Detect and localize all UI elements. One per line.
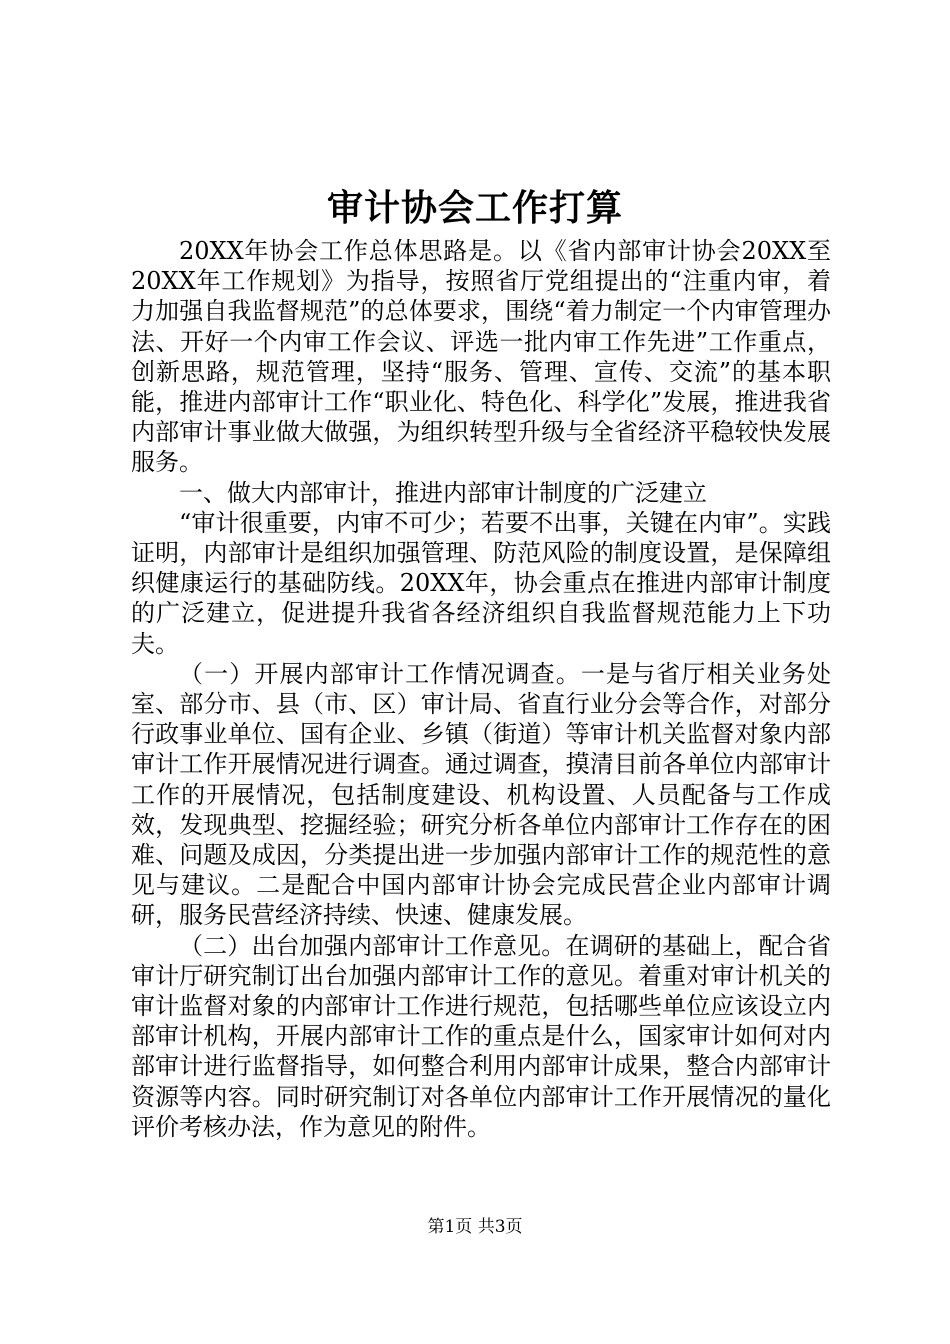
paragraph-overall-approach: 20XX年协会工作总体思路是。以《省内部审计协会20XX至20XX年工作规划》为指导，按照省厅党组提出的“注重内审，着力加强自我监督规范”的总体要求，围绕“着力制定一个内审管理办法、开好一个内审工作会议、评选一批内审工作先进”工作重点，创新思路，规范管理，坚持“服务、管理、宣传、交流”的基本职能，推进内部审计工作“职业化、特色化、科学化”发展，推进我省内部审计事业做大做强，为组织转型升级与全省经济平稳较快发展服务。 <box>131 237 831 477</box>
section-heading-1: 一、做大内部审计，推进内部审计制度的广泛建立 <box>179 478 707 507</box>
document-title: 审计协会工作打算 <box>326 187 623 229</box>
paragraph-item-2: （二）出台加强内部审计工作意见。在调研的基础上，配合省审计厅研究制订出台加强内部审计工作的意见。着重对审计机关的审计监督对象的内部审计工作进行规范，包括哪些单位应该设立内部审计机构，开展内部审计工作的重点是什么，国家审计如何对内部审计进行监督指导，如何整合利用内部审计成果，整合内部审计资源等内容。同时研究制订对各单位内部审计工作开展情况的量化评价考核办法，作为意见的附件。 <box>131 931 831 1141</box>
paragraph-item-1: （一）开展内部审计工作情况调查。一是与省厅相关业务处室、部分市、县（市、区）审计局、省直行业分会等合作，对部分行政事业单位、国有企业、乡镇（街道）等审计机关监督对象内部审计工作开展情况进行调查。通过调查，摸清目前各单位内部审计工作的开展情况，包括制度建设、机构设置、人员配备与工作成效，发现典型、挖掘经验；研究分析各单位内部审计工作存在的困难、问题及成因，分类提出进一步加强内部审计工作的规范性的意见与建议。二是配合中国内部审计协会完成民营企业内部审计调研，服务民营经济持续、快速、健康发展。 <box>131 659 831 930</box>
page-footer: 第1页 共3页 <box>427 1217 523 1237</box>
document-body <box>131 236 831 1142</box>
paragraph-importance: “审计很重要，内审不可少；若要不出事，关键在内审”。实践证明，内部审计是组织加强管理、防范风险的制度设置，是保障组织健康运行的基础防线。20XX年，协会重点在推进内部审计制度的广泛建立，促进提升我省各经济组织自我监督规范能力上下功夫。 <box>131 508 831 658</box>
